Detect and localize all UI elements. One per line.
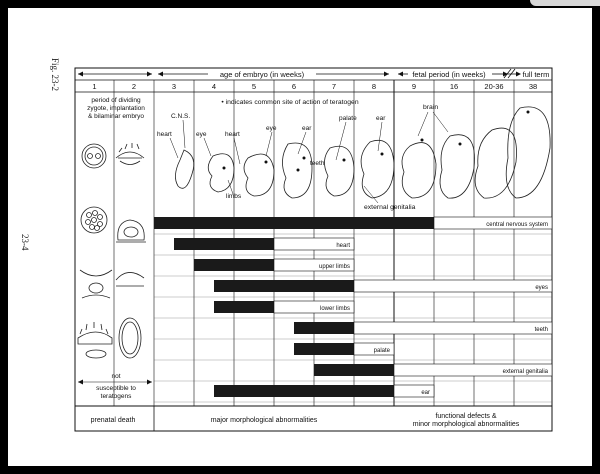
label-heart-5: heart	[225, 131, 240, 138]
organ-bar-label: teeth	[534, 327, 548, 333]
organ-bar-label: heart	[336, 243, 350, 249]
week-label-16: 16	[449, 82, 459, 91]
label-palate: palate	[339, 115, 357, 122]
embryonic-disc-drawing	[80, 270, 112, 298]
trophoblast-drawing	[78, 322, 112, 358]
sensitive-period-segment	[214, 280, 354, 292]
sensitive-period-segment	[194, 259, 274, 271]
embryo-week-5	[244, 154, 274, 196]
sensitive-period-segment	[314, 364, 394, 376]
label-cns: C.N.S.	[171, 113, 191, 120]
less-sensitive-segment	[354, 322, 552, 334]
label-external-genitalia: external genitalia	[364, 204, 416, 211]
organ-bar-label: palate	[373, 348, 390, 354]
label-limbs: limbs	[226, 193, 242, 200]
less-sensitive-segment	[354, 280, 552, 292]
embryo-week-7	[324, 146, 354, 196]
period-note-line-3: & bilaminar embryo	[88, 113, 144, 120]
fetus-week-9	[402, 143, 436, 198]
week-label-38: 38	[528, 82, 538, 91]
sensitive-period-segment	[214, 301, 274, 313]
teratogen-critical-periods-diagram	[8, 8, 592, 466]
sensitive-period-segment	[294, 322, 354, 334]
week-label-1: 1	[92, 82, 97, 91]
implanted-blastocyst-drawing	[116, 220, 146, 242]
window-top-bar	[530, 0, 600, 6]
organ-bar-label: central nervous system	[486, 222, 548, 228]
week-label-6: 6	[291, 82, 297, 91]
week-label-8: 8	[371, 82, 377, 91]
fetus-week-38	[506, 107, 550, 198]
blastocyst-drawing	[81, 207, 107, 233]
organ-bar-palate	[294, 343, 394, 355]
organ-bar-ear	[214, 385, 434, 397]
organ-bar-teeth	[294, 322, 552, 334]
organ-bar-eyes	[214, 280, 552, 292]
organ-sensitivity-bars	[154, 217, 552, 397]
organ-bar-label: ear	[421, 390, 430, 396]
footer-prenatal-death: prenatal death	[90, 417, 136, 424]
not-susceptible-line-1: not	[111, 373, 121, 380]
label-eye-6: eye	[266, 125, 277, 132]
label-eye-4: eye	[196, 131, 207, 138]
zygote-drawing	[82, 144, 106, 168]
organ-bar-external-genitalia	[314, 364, 552, 376]
not-susceptible-line-3: teratogens	[100, 393, 132, 400]
week-label-5: 5	[251, 82, 257, 91]
label-ear-8: ear	[376, 115, 386, 122]
embryo-period-header	[78, 70, 389, 79]
chorionic-sac-drawing	[116, 272, 144, 286]
footer-functional-line-1: functional defects &	[435, 413, 497, 420]
period-note-line-1: period of dividing	[91, 97, 141, 104]
week-label-9: 9	[411, 82, 417, 91]
organ-bar-label: external genitalia	[502, 369, 548, 375]
embryo-week-8	[361, 140, 394, 198]
organ-bar-label: upper limbs	[318, 264, 350, 270]
fetus-week-20-36	[475, 128, 516, 198]
organ-bar-heart	[174, 238, 354, 250]
label-ear-6: ear	[302, 125, 312, 132]
sensitive-period-segment	[174, 238, 274, 250]
organ-bar-label: lower limbs	[319, 306, 350, 312]
label-teeth: teeth	[310, 160, 325, 167]
scanned-page	[8, 8, 592, 466]
outcome-footer	[91, 406, 520, 431]
fetus-week-16	[440, 135, 475, 198]
full-term-text: full term	[522, 70, 550, 79]
week-label-20-36: 20-36	[484, 82, 504, 91]
teratogen-note: • indicates common site of action of teratogen	[221, 99, 359, 106]
label-heart-3: heart	[157, 131, 172, 138]
sensitive-period-segment	[294, 343, 354, 355]
organ-bar-lower-limbs	[214, 301, 354, 313]
sensitive-period-segment	[154, 217, 434, 229]
oval-sac-drawing	[119, 318, 141, 358]
organ-bar-upper-limbs	[194, 259, 354, 271]
embryo-week-3	[175, 150, 193, 188]
week-label-7: 7	[331, 82, 337, 91]
not-susceptible-note	[78, 373, 152, 400]
footer-functional-line-2: minor morphological abnormalities	[412, 421, 520, 428]
page-number: 23-4	[20, 234, 30, 251]
implantation-drawing	[116, 143, 144, 165]
sensitive-period-segment	[214, 385, 394, 397]
embryo-header-text: age of embryo (in weeks)	[219, 70, 305, 79]
fetal-period-header	[398, 69, 549, 79]
organ-bar-central-nervous-system	[154, 217, 552, 229]
label-brain: brain	[423, 104, 439, 111]
organ-bar-label: eyes	[535, 285, 548, 291]
fetal-header-text: fetal period (in weeks)	[412, 70, 486, 79]
footer-major-abnormalities: major morphological abnormalities	[210, 417, 318, 424]
not-susceptible-line-2: susceptible to	[96, 385, 136, 392]
figure-label: Fig. 23-2	[50, 58, 60, 92]
week-label-4: 4	[211, 82, 217, 91]
period-note-line-2: zygote, implantation	[87, 105, 145, 112]
week-label-2: 2	[131, 82, 137, 91]
week-number-labels	[92, 82, 537, 91]
week-label-3: 3	[171, 82, 177, 91]
